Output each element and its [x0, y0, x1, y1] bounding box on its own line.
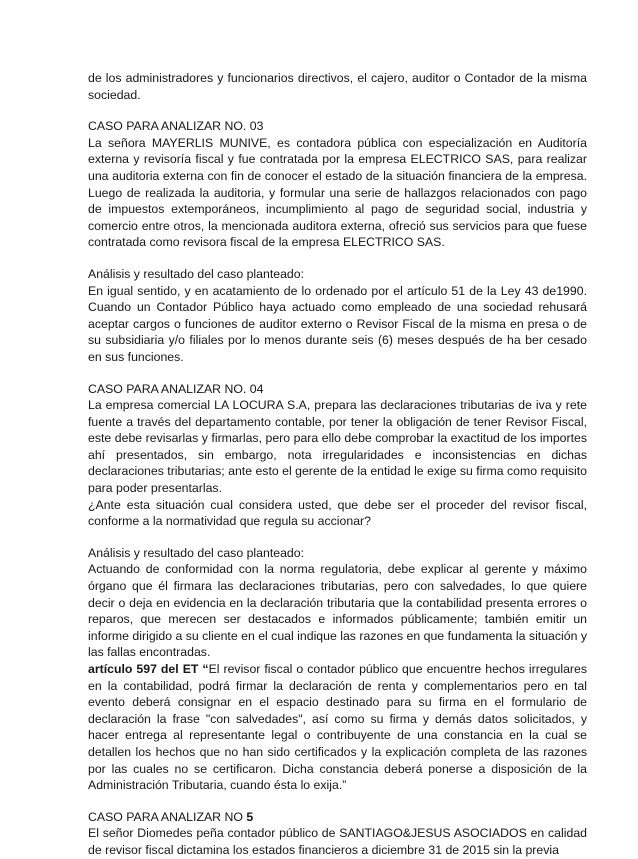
caso5-title	[88, 809, 587, 826]
document-page	[88, 70, 587, 859]
caso4-question: ¿Ante esta situación cual considera usted, que debe ser el proceder del revisor fiscal, conforme a la normatividad que regula su accionar?	[88, 497, 587, 529]
caso4-body: La empresa comercial LA LOCURA S.A, prepara las declaraciones tributarias de iva y rete fuente a través del departamento contable, por tener la obligación de tener Revisor Fiscal, este debe revisarlas y firmarlas, pero para ello debe comprobar la exactitud de los importes ahí presentados, sin embargo, nota irregularidades e inconsistencias en dichas declaraciones tributarias; ante esto el gerente de la entidad le exige su firma como requisito para poder presentarlas.	[88, 398, 587, 496]
article-label: artículo 597 del ET “	[88, 662, 209, 676]
intro-paragraph: de los administradores y funcionarios directivos, el cajero, auditor o Contador de la misma sociedad.	[88, 71, 587, 102]
caso4-title: CASO PARA ANALIZAR NO. 04	[88, 381, 264, 396]
caso3-title: CASO PARA ANALIZAR NO. 03	[88, 119, 264, 134]
caso5-title-number: 5	[246, 809, 254, 824]
caso4-analysis-body: Actuando de conformidad con la norma regulatoria, debe explicar al gerente y máximo órgano que él firmara las declaraciones tributarias, pero con salvedades, lo que quiere decir o deja en evidencia en la declaración tributaria que la contabilidad presenta errores o reparos, que merecen ser destacados e informados públicamente; también emitir un informe dirigido a su cliente en el cual indique las razones en que fundamenta la situación y las fallas encontradas.	[88, 562, 588, 660]
caso4-analysis-title: Análisis y resultado del caso planteado:	[88, 545, 305, 560]
article-body: El revisor fiscal o contador público que encuentre hechos irregulares en la contabilidad, podrá firmar la declaración de renta y complementarios pero en tal evento deberá consignar en el espacio destinado para su firma en el formulario de declaración la frase "con salvedades", así como su firma y demás datos solicitados, y hacer entrega al representante legal o contribuyente de una constancia en la cual se detallen los hechos que no han sido certificados y la explicación completa de las razones por las cuales no se certificaron. Dicha constancia deberá ponerse a disposición de la Administración Tributaria, cuando ésta lo exija.”	[88, 662, 587, 793]
caso3-body: La señora MAYERLIS MUNIVE, es contadora pública con especialización en Auditoría externa y revisoría fiscal y fue contratada por la empresa ELECTRICO SAS, para realizar una auditoria externa con fin de conocer el estado de la situación financiera de la empresa. Luego de realizada la auditoria, y formular una serie de hallazgos relacionados con pago de impuestos extemporáneos, incumplimiento al pago de seguridad social, industria y comercio entre otros, la mencionada auditora externa, ofreció sus servicios para que fuese contratada como revisora fiscal de la empresa ELECTRICO SAS.	[88, 135, 587, 250]
caso3-analysis-body: En igual sentido, y en acatamiento de lo ordenado por el artículo 51 de la Ley 43 de1990. Cuando un Contador Público haya actuado como empleado de una sociedad rehusará aceptar cargos o funciones de auditor externo o Revisor Fiscal de la misma en presa o de su subsidiaria y/o filiales por lo menos durante seis (6) meses después de ha ber cesado en sus funciones.	[88, 283, 587, 364]
caso4-article-paragraph	[88, 661, 587, 794]
caso3-analysis-title: Análisis y resultado del caso planteado:	[88, 266, 305, 281]
caso5-title-prefix: CASO PARA ANALIZAR NO	[88, 809, 247, 824]
caso5-body: El señor Diomedes peña contador público de SANTIAGO&JESUS ASOCIADOS en calidad de revisor fiscal dictamina los estados financieros a diciembre 31 de 2015 sin la previa	[88, 826, 587, 857]
